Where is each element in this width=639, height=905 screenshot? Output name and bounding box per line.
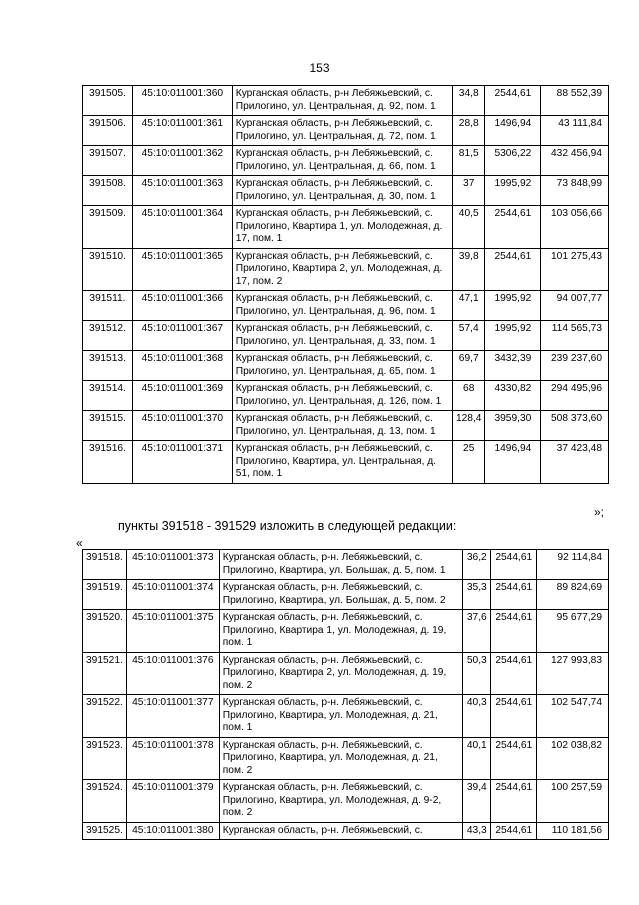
area-cell: 128,4 (452, 411, 485, 441)
cadastral-number-cell: 45:10:011001:364 (132, 206, 232, 249)
cadastral-number-cell: 45:10:011001:362 (132, 146, 232, 176)
area-cell: 34,8 (452, 86, 485, 116)
row-number-cell: 391518. (83, 550, 127, 580)
unit-price-cell: 2544,61 (491, 580, 537, 610)
table-row (83, 351, 609, 381)
address-cell: Курганская область, р-н. Лебяжьевский, с. Прилогино, Квартира 1, ул. Молодежная, д. 19, пом. 1 (219, 610, 463, 653)
table-row (83, 737, 609, 780)
property-table-2 (82, 549, 609, 840)
area-cell: 28,8 (452, 116, 485, 146)
total-value-cell: 102 547,74 (537, 695, 609, 738)
area-cell: 50,3 (463, 652, 491, 695)
total-value-cell: 127 993,83 (537, 652, 609, 695)
total-value-cell: 110 181,56 (537, 822, 609, 840)
address-cell: Курганская область, р-н. Лебяжьевский, с. Прилогино, Квартира 2, ул. Молодежная, д. 19, пом. 2 (219, 652, 463, 695)
total-value-cell: 100 257,59 (537, 780, 609, 823)
row-number-cell: 391510. (83, 248, 133, 291)
area-cell: 69,7 (452, 351, 485, 381)
address-cell: Курганская область, р-н Лебяжьевский, с. Прилогино, ул. Центральная, д. 126, пом. 1 (232, 381, 452, 411)
address-cell: Курганская область, р-н Лебяжьевский, с. Прилогино, Квартира 1, ул. Молодежная, д. 17, пом. 1 (232, 206, 452, 249)
unit-price-cell: 2544,61 (485, 86, 541, 116)
cadastral-number-cell: 45:10:011001:374 (126, 580, 219, 610)
address-cell: Курганская область, р-н. Лебяжьевский, с. (219, 822, 463, 840)
unit-price-cell: 1995,92 (485, 176, 541, 206)
address-cell: Курганская область, р-н Лебяжьевский, с. Прилогино, ул. Центральная, д. 96, пом. 1 (232, 291, 452, 321)
row-number-cell: 391512. (83, 321, 133, 351)
table-row (83, 822, 609, 840)
total-value-cell: 94 007,77 (541, 291, 609, 321)
unit-price-cell: 1995,92 (485, 321, 541, 351)
address-cell: Курганская область, р-н. Лебяжьевский, с. Прилогино, Квартира, ул. Большак, д. 5, пом. 1 (219, 550, 463, 580)
total-value-cell: 89 824,69 (537, 580, 609, 610)
address-cell: Курганская область, р-н Лебяжьевский, с. Прилогино, ул. Центральная, д. 13, пом. 1 (232, 411, 452, 441)
total-value-cell: 102 038,82 (537, 737, 609, 780)
table-row (83, 441, 609, 484)
row-number-cell: 391525. (83, 822, 127, 840)
row-number-cell: 391524. (83, 780, 127, 823)
table-row (83, 580, 609, 610)
table-row (83, 411, 609, 441)
address-cell: Курганская область, р-н Лебяжьевский, с. Прилогино, ул. Центральная, д. 33, пом. 1 (232, 321, 452, 351)
unit-price-cell: 1496,94 (485, 116, 541, 146)
area-cell: 36,2 (463, 550, 491, 580)
area-cell: 47,1 (452, 291, 485, 321)
total-value-cell: 114 565,73 (541, 321, 609, 351)
cadastral-number-cell: 45:10:011001:375 (126, 610, 219, 653)
unit-price-cell: 4330,82 (485, 381, 541, 411)
address-cell: Курганская область, р-н Лебяжьевский, с. Прилогино, Квартира 2, ул. Молодежная, д. 17, пом. 2 (232, 248, 452, 291)
cadastral-number-cell: 45:10:011001:379 (126, 780, 219, 823)
row-number-cell: 391516. (83, 441, 133, 484)
address-cell: Курганская область, р-н Лебяжьевский, с. Прилогино, ул. Центральная, д. 65, пом. 1 (232, 351, 452, 381)
row-number-cell: 391523. (83, 737, 127, 780)
table-row (83, 550, 609, 580)
area-cell: 35,3 (463, 580, 491, 610)
cadastral-number-cell: 45:10:011001:370 (132, 411, 232, 441)
area-cell: 40,1 (463, 737, 491, 780)
area-cell: 25 (452, 441, 485, 484)
row-number-cell: 391521. (83, 652, 127, 695)
closing-quote: »; (594, 505, 605, 519)
table-row (83, 146, 609, 176)
table-row (83, 86, 609, 116)
cadastral-number-cell: 45:10:011001:378 (126, 737, 219, 780)
opening-quote: « (76, 536, 83, 550)
cadastral-number-cell: 45:10:011001:363 (132, 176, 232, 206)
table-row (83, 610, 609, 653)
table-row (83, 381, 609, 411)
address-cell: Курганская область, р-н. Лебяжьевский, с. Прилогино, Квартира, ул. Большак, д. 5, пом. 2 (219, 580, 463, 610)
total-value-cell: 103 056,66 (541, 206, 609, 249)
address-cell: Курганская область, р-н Лебяжьевский, с. Прилогино, ул. Центральная, д. 92, пом. 1 (232, 86, 452, 116)
area-cell: 40,5 (452, 206, 485, 249)
table-row (83, 695, 609, 738)
total-value-cell: 239 237,60 (541, 351, 609, 381)
cadastral-number-cell: 45:10:011001:377 (126, 695, 219, 738)
cadastral-number-cell: 45:10:011001:361 (132, 116, 232, 146)
total-value-cell: 95 677,29 (537, 610, 609, 653)
row-number-cell: 391506. (83, 116, 133, 146)
unit-price-cell: 2544,61 (491, 550, 537, 580)
unit-price-cell: 2544,61 (491, 780, 537, 823)
row-number-cell: 391509. (83, 206, 133, 249)
cadastral-number-cell: 45:10:011001:376 (126, 652, 219, 695)
unit-price-cell: 5306,22 (485, 146, 541, 176)
row-number-cell: 391520. (83, 610, 127, 653)
row-number-cell: 391514. (83, 381, 133, 411)
unit-price-cell: 2544,61 (491, 652, 537, 695)
address-cell: Курганская область, р-н. Лебяжьевский, с. Прилогино, Квартира, ул. Молодежная, д. 21, пом. 1 (219, 695, 463, 738)
area-cell: 40,3 (463, 695, 491, 738)
cadastral-number-cell: 45:10:011001:367 (132, 321, 232, 351)
total-value-cell: 294 495,96 (541, 381, 609, 411)
unit-price-cell: 2544,61 (491, 822, 537, 840)
area-cell: 81,5 (452, 146, 485, 176)
cadastral-number-cell: 45:10:011001:380 (126, 822, 219, 840)
row-number-cell: 391508. (83, 176, 133, 206)
table-row (83, 206, 609, 249)
cadastral-number-cell: 45:10:011001:365 (132, 248, 232, 291)
row-number-cell: 391505. (83, 86, 133, 116)
area-cell: 57,4 (452, 321, 485, 351)
unit-price-cell: 3959,30 (485, 411, 541, 441)
unit-price-cell: 3432,39 (485, 351, 541, 381)
table-row (83, 176, 609, 206)
total-value-cell: 432 456,94 (541, 146, 609, 176)
area-cell: 43,3 (463, 822, 491, 840)
address-cell: Курганская область, р-н. Лебяжьевский, с. Прилогино, Квартира, ул. Молодежная, д. 9-2, пом. 2 (219, 780, 463, 823)
row-number-cell: 391507. (83, 146, 133, 176)
area-cell: 37 (452, 176, 485, 206)
unit-price-cell: 2544,61 (491, 737, 537, 780)
table-row (83, 116, 609, 146)
address-cell: Курганская область, р-н. Лебяжьевский, с. Прилогино, Квартира, ул. Молодежная, д. 21, пом. 2 (219, 737, 463, 780)
cadastral-number-cell: 45:10:011001:369 (132, 381, 232, 411)
address-cell: Курганская область, р-н Лебяжьевский, с. Прилогино, ул. Центральная, д. 30, пом. 1 (232, 176, 452, 206)
table-row (83, 780, 609, 823)
area-cell: 68 (452, 381, 485, 411)
table-row (83, 291, 609, 321)
amendment-intro-text: пункты 391518 - 391529 изложить в следующей редакции: (118, 519, 457, 533)
page-number: 153 (309, 61, 330, 75)
address-cell: Курганская область, р-н Лебяжьевский, с. Прилогино, ул. Центральная, д. 66, пом. 1 (232, 146, 452, 176)
table-row (83, 652, 609, 695)
cadastral-number-cell: 45:10:011001:371 (132, 441, 232, 484)
unit-price-cell: 1496,94 (485, 441, 541, 484)
total-value-cell: 43 111,84 (541, 116, 609, 146)
unit-price-cell: 2544,61 (491, 695, 537, 738)
cadastral-number-cell: 45:10:011001:360 (132, 86, 232, 116)
unit-price-cell: 2544,61 (491, 610, 537, 653)
row-number-cell: 391522. (83, 695, 127, 738)
address-cell: Курганская область, р-н Лебяжьевский, с. Прилогино, ул. Центральная, д. 72, пом. 1 (232, 116, 452, 146)
total-value-cell: 92 114,84 (537, 550, 609, 580)
row-number-cell: 391515. (83, 411, 133, 441)
property-table-1 (82, 85, 609, 484)
total-value-cell: 73 848,99 (541, 176, 609, 206)
unit-price-cell: 2544,61 (485, 206, 541, 249)
address-cell: Курганская область, р-н Лебяжьевский, с. Прилогино, Квартира, ул. Центральная, д. 51, пом. 1 (232, 441, 452, 484)
table-row (83, 248, 609, 291)
cadastral-number-cell: 45:10:011001:366 (132, 291, 232, 321)
area-cell: 37,6 (463, 610, 491, 653)
row-number-cell: 391519. (83, 580, 127, 610)
area-cell: 39,4 (463, 780, 491, 823)
cadastral-number-cell: 45:10:011001:368 (132, 351, 232, 381)
table-row (83, 321, 609, 351)
total-value-cell: 101 275,43 (541, 248, 609, 291)
row-number-cell: 391511. (83, 291, 133, 321)
area-cell: 39,8 (452, 248, 485, 291)
row-number-cell: 391513. (83, 351, 133, 381)
total-value-cell: 508 373,60 (541, 411, 609, 441)
total-value-cell: 88 552,39 (541, 86, 609, 116)
total-value-cell: 37 423,48 (541, 441, 609, 484)
cadastral-number-cell: 45:10:011001:373 (126, 550, 219, 580)
unit-price-cell: 1995,92 (485, 291, 541, 321)
unit-price-cell: 2544,61 (485, 248, 541, 291)
